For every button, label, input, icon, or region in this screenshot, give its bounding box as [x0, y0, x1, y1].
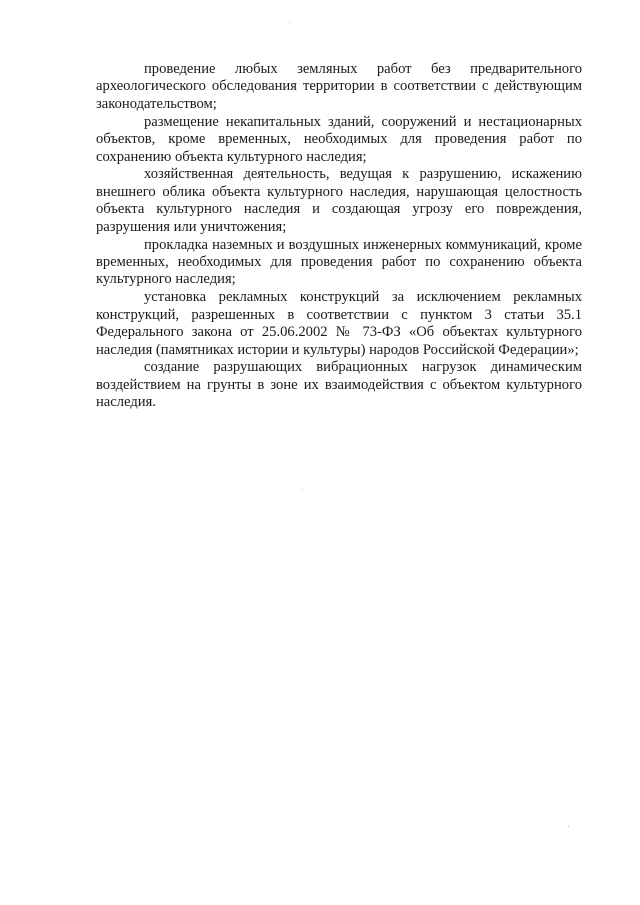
paragraph: хозяйственная деятельность, ведущая к разрушению, искажению внешнего облика объекта культурного наследия, нарушающая целостность объекта культурного наследия и создающая угрозу его повреждения, разрушения или уничтожения;	[96, 166, 582, 235]
document-body	[96, 61, 582, 412]
scan-speck	[289, 22, 290, 23]
paragraph: проведение любых земляных работ без предварительного археологического обследования территории в соответствии с действующим законодательством;	[96, 61, 582, 112]
paragraph: прокладка наземных и воздушных инженерных коммуникаций, кроме временных, необходимых для проведения работ по сохранению объекта культурного наследия;	[96, 236, 582, 288]
scan-speck	[568, 826, 569, 827]
paragraph: размещение некапитальных зданий, сооружений и нестационарных объектов, кроме временных, необходимых для проведения работ по сохранению объекта культурного наследия;	[96, 113, 582, 165]
paragraph: установка рекламных конструкций за исключением рекламных конструкций, разрешенных в соответствии с пунктом 3 статьи 35.1 Федерального закона от 25.06.2002 № 73-ФЗ «Об объектах культурного наследия (памятниках истории и культуры) народов Российской Федерации»;	[96, 289, 582, 358]
paragraph: создание разрушающих вибрационных нагрузок динамическим воздействием на грунты в зоне их взаимодействия с объектом культурного наследия.	[96, 359, 582, 411]
scan-speck	[302, 489, 303, 490]
